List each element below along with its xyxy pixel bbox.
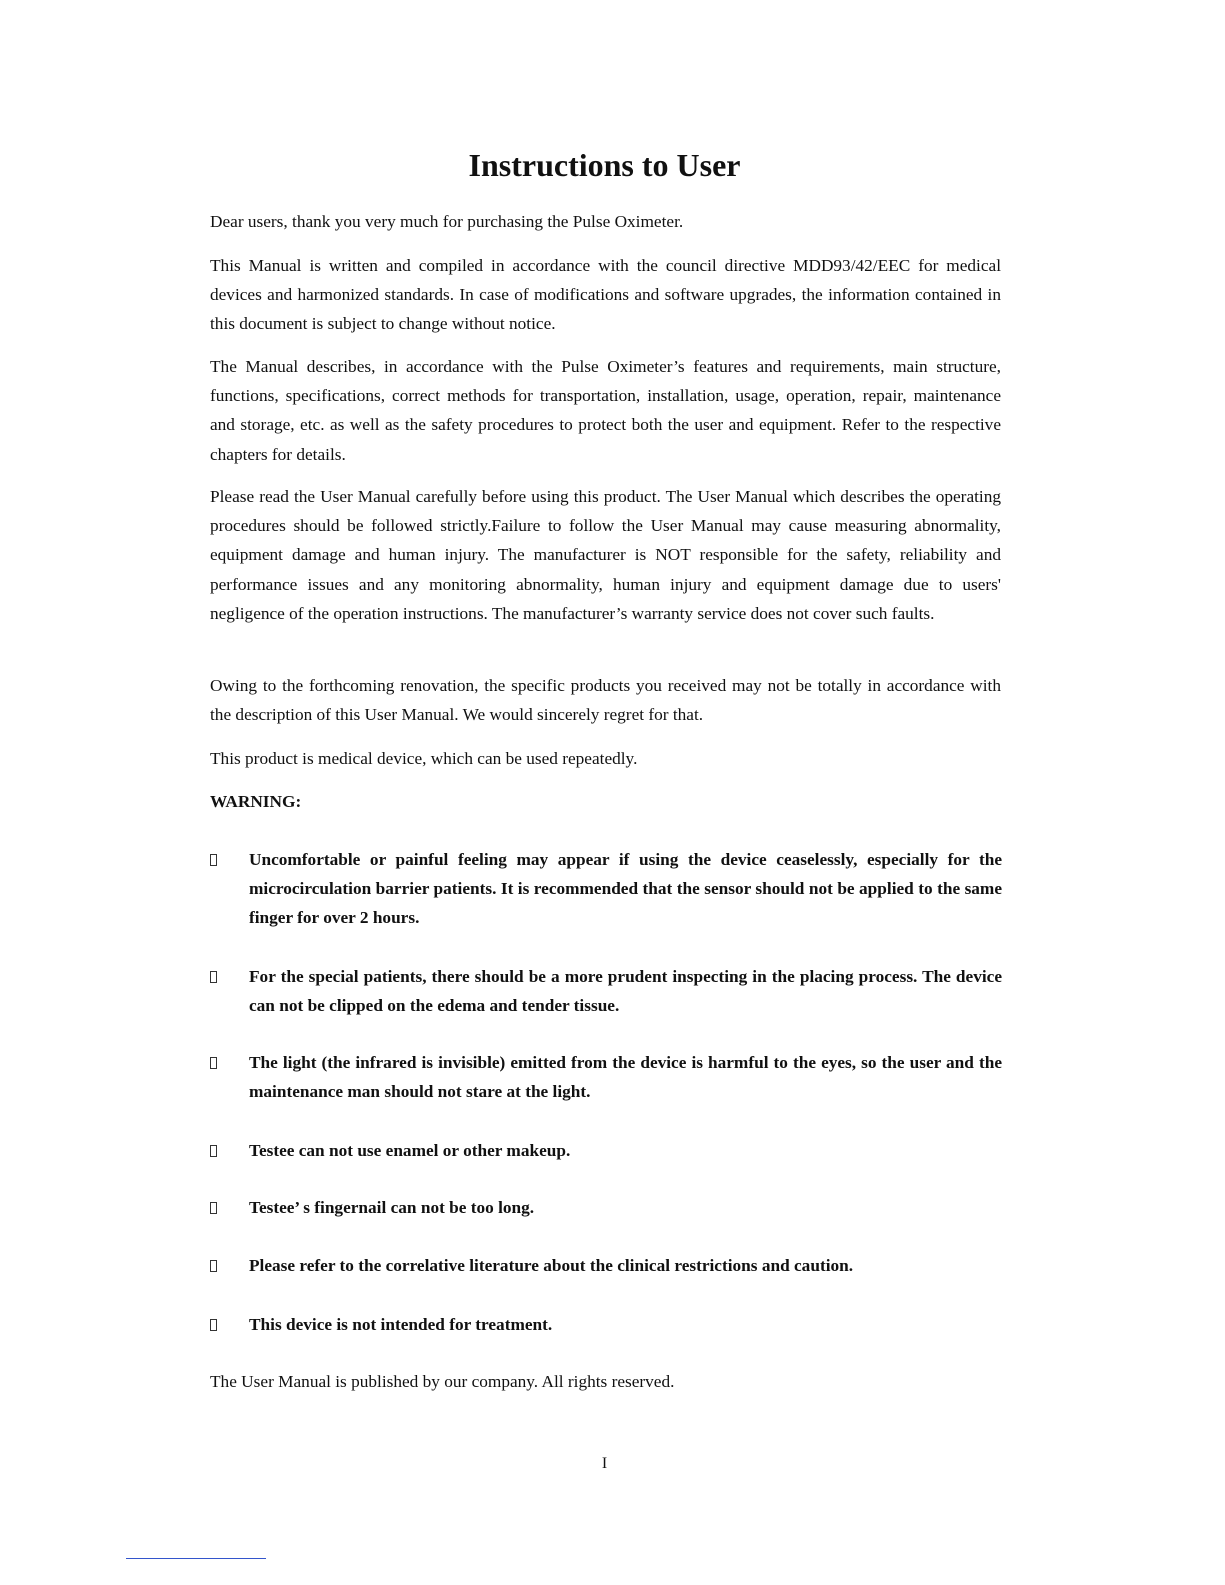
product-paragraph: This product is medical device, which can be used repeatedly.	[210, 749, 638, 768]
warning-text: Testee can not use enamel or other makeup.	[249, 1141, 571, 1160]
warning-heading: WARNING:	[210, 792, 302, 811]
bullet-box-icon	[210, 971, 217, 983]
bullet-box-icon	[210, 1319, 217, 1331]
copyright-paragraph: The User Manual is published by our company. All rights reserved.	[210, 1372, 675, 1391]
warning-text: Please refer to the correlative literature about the clinical restrictions and caution.	[249, 1256, 854, 1275]
bullet-box-icon	[210, 1260, 217, 1272]
please-read-paragraph: Please read the User Manual carefully before using this product. The User Manual which describes the operating procedures should be followed strictly.Failure to follow the User Manual may cause measuring abnormality, equipment damage and human injury. The manufacturer is NOT responsible for the safety, reliability and performance issues and any monitoring abnormality, human injury and equipment damage due to users' negligence of the operation instructions. The manufacturer’s warranty service does not cover such faults.	[210, 487, 1001, 623]
page-number: I	[601, 1455, 608, 1472]
bullet-box-icon	[210, 854, 217, 866]
warning-text: Testee’ s fingernail can not be too long.	[249, 1198, 535, 1217]
renovation-paragraph: Owing to the forthcoming renovation, the specific products you received may not be totally in accordance with the description of this User Manual. We would sincerely regret for that.	[210, 676, 1001, 725]
bullet-box-icon	[210, 1145, 217, 1157]
manual-paragraph: This Manual is written and compiled in accordance with the council directive MDD93/42/EEC for medical devices and harmonized standards. In case of modifications and software upgrades, the information contained in this document is subject to change without notice.	[210, 256, 1001, 334]
bullet-box-icon	[210, 1057, 217, 1069]
page-title: Instructions to User	[468, 147, 741, 183]
warning-text: Uncomfortable or painful feeling may appear if using the device ceaselessly, especially for the microcirculation barrier patients. It is recommended that the sensor should not be applied to the same finger for over 2 hours.	[249, 850, 1002, 928]
description-paragraph: The Manual describes, in accordance with the Pulse Oximeter’s features and requirements, main structure, functions, specifications, correct methods for transportation, installation, usage, operation, repair, maintenance and storage, etc. as well as the safety procedures to protect both the user and equipment. Refer to the respective chapters for details.	[210, 357, 1001, 464]
bullet-box-icon	[210, 1202, 217, 1214]
warning-text: The light (the infrared is invisible) emitted from the device is harmful to the eyes, so the user and the maintenance man should not stare at the light.	[249, 1053, 1002, 1102]
warning-text: This device is not intended for treatment.	[249, 1315, 553, 1334]
warning-text: For the special patients, there should be a more prudent inspecting in the placing process. The device can not be clipped on the edema and tender tissue.	[249, 967, 1002, 1016]
intro-paragraph: Dear users, thank you very much for purchasing the Pulse Oximeter.	[210, 212, 684, 231]
footnote-divider	[126, 1558, 266, 1559]
